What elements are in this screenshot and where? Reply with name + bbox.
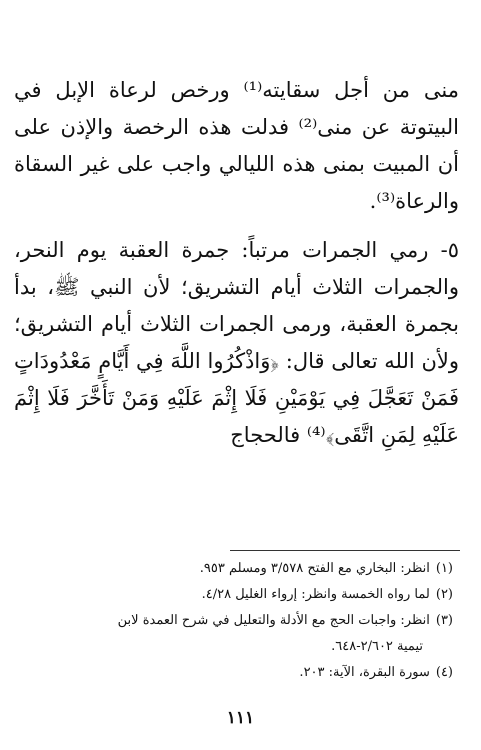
main-text [14,72,459,454]
footnote-number: (٢) [435,587,453,602]
footnote-number: (٤) [435,665,453,680]
footnote-number: (٣) [435,613,453,628]
footnote-divider [230,550,460,551]
paragraph-2-intro: ٥- رمي الجمرات مرتباً: جمرة العقبة يوم النحر، والجمرات الثلاث أيام التشريق؛ لأن النبي ﷺ، بدأ بجمرة العقبة، ورمى الجمرات الثلاث أيام التشريق؛ ولأن الله تعالى قال: [14,238,459,373]
footnote-2 [30,582,453,608]
footnote-1 [30,556,453,582]
verse-footnote-ref: ⁽⁴⁾ [306,423,326,447]
paragraph-1: منى من أجل سقايته⁽¹⁾ ورخص لرعاة الإبل في البيتوتة عن منى⁽²⁾ فدلت هذه الرخصة والإذن على أن المبيت بمنى هذه الليالي واجب على غير السقاة والرعاة⁽³⁾. [14,78,459,213]
footnote-text: انظر: واجبات الحج مع الأدلة والتعليل في شرح العمدة لابن [117,613,430,628]
paragraph-2 [14,232,459,454]
paragraph-2-end: فالحجاج [230,423,307,447]
page-number: ١١١ [226,708,255,728]
footnote-text: انظر: البخاري مع الفتح ٣/٥٧٨ ومسلم ٩٥٣. [199,561,430,576]
footnote-text: سورة البقرة، الآية: ٢٠٣. [299,665,430,680]
quran-verse: ﴿وَاذْكُرُوا اللَّهَ فِي أَيَّامٍ مَعْدُودَاتٍ فَمَنْ تَعَجَّلَ فِي يَوْمَيْنِ فَلَا إِثْمَ عَلَيْهِ وَمَنْ تَأَخَّرَ فَلَا إِثْمَ عَلَيْهِ لِمَنِ اتَّقَى﴾ [14,349,459,447]
footnote-text: لما رواه الخمسة وانظر: إرواء الغليل ٤/٢٨. [201,587,430,602]
footnote-3-continuation: تيمية ٢/٦٠٢-٦٤٨. [331,639,423,654]
footnote-number: (١) [435,561,453,576]
footnote-3 [30,608,453,634]
footnote-4 [30,660,453,686]
footnotes [30,556,453,686]
